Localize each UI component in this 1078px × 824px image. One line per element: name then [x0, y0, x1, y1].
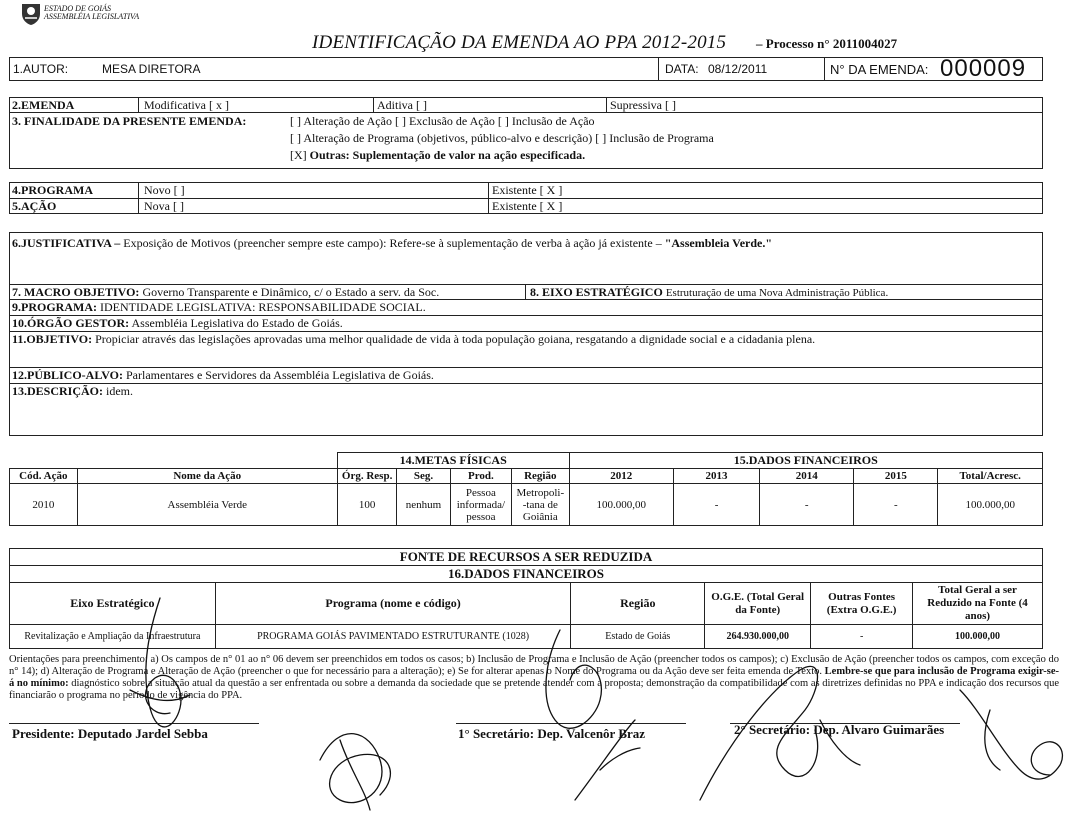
aditiva-option: Aditiva [ ]	[377, 98, 427, 112]
secretario1-signature-label: 1° Secretário: Dep. Valcenôr Braz	[458, 726, 646, 741]
publico-alvo	[12, 368, 434, 383]
fonte-oge: 264.930.000,00	[705, 625, 811, 649]
macro-objetivo	[12, 285, 439, 300]
finalidade-line3	[290, 148, 585, 163]
fonte-subtitle: 16.DADOS FINANCEIROS	[10, 566, 1043, 583]
eixo-label: 8. EIXO ESTRATÉGICO	[530, 285, 663, 299]
descricao	[12, 384, 133, 399]
emenda-section	[9, 97, 1043, 169]
regiao: Metropoli- -tana de Goiânia	[512, 484, 569, 526]
header-seg: Seg.	[397, 469, 450, 484]
orientacoes-text: Orientações para preenchimento: a) Os campos de n° 01 ao n° 06 devem ser preenchidos em todos os casos; b) Inclusão de Programa e Inclusão de Ação (preencher todos os campos); c) Exclusão de Ação (preencher todos os campos, com exceção do n° 14); d) Alteração de Programa e Alteração de Ação (preencher o que for necessário para a alteração); e) Se for alterar apenas o Nome do Programa ou da Ação deve ser feita emenda de Texto.	[9, 654, 1059, 677]
programa-acao-section	[9, 182, 1043, 214]
orientacoes-bold: Lembre-se que para inclusão de Programa exigir-se-á no mínimo:	[9, 666, 1060, 689]
header-nome: Nome da Ação	[77, 469, 337, 484]
programa-novo: Novo [ ]	[144, 183, 185, 197]
orgao-label: 10.ÓRGÃO GESTOR:	[12, 316, 130, 330]
finalidade-line3-text: Outras: Suplementação de valor na ação especificada.	[309, 148, 586, 162]
fonte-total: 100.000,00	[913, 625, 1043, 649]
data-value: 08/12/2011	[708, 62, 768, 76]
valor-2014: -	[760, 484, 854, 526]
valor-2015: -	[854, 484, 938, 526]
page-title	[312, 32, 726, 54]
header-2014: 2014	[760, 469, 854, 484]
org-name	[44, 5, 139, 21]
modificativa-option: Modificativa [ x ]	[144, 98, 229, 112]
descricao-label: 13.DESCRIÇÃO:	[12, 384, 104, 398]
fonte-regiao: Estado de Goiás	[571, 625, 705, 649]
orgao-gestor	[12, 316, 343, 331]
header-regiao: Região	[512, 469, 569, 484]
fonte-table	[9, 548, 1043, 649]
macro-value: Governo Transparente e Dinâmico, c/ o Estado a serv. da Soc.	[142, 285, 440, 299]
valor-2012: 100.000,00	[569, 484, 674, 526]
eixo-estrategico	[530, 285, 888, 300]
cod-acao: 2010	[10, 484, 78, 526]
programa-label: 4.PROGRAMA	[12, 183, 93, 197]
data-label: DATA:	[665, 62, 699, 76]
fonte-eixo: Revitalização e Ampliação da Infraestrutura	[10, 625, 216, 649]
fonte-header-oge: O.G.E. (Total Geral da Fonte)	[705, 583, 811, 625]
finalidade-line3-prefix: [X]	[290, 148, 307, 162]
header-2015: 2015	[854, 469, 938, 484]
programa9	[12, 300, 426, 315]
objetivo	[12, 332, 815, 347]
presidente-signature-label: Presidente: Deputado Jardel Sebba	[12, 726, 208, 741]
valor-total: 100.000,00	[938, 484, 1043, 526]
fonte-header-programa: Programa (nome e código)	[215, 583, 571, 625]
orientacoes	[9, 654, 1059, 702]
fonte-header-eixo: Eixo Estratégico	[10, 583, 216, 625]
finalidade-label: 3. FINALIDADE DA PRESENTE EMENDA:	[12, 114, 247, 128]
processo-number: – Processo n° 2011004027	[756, 36, 898, 51]
seg: nenhum	[397, 484, 450, 526]
title-text: IDENTIFICAÇÃO DA EMENDA AO PPA 2012-2015	[312, 32, 727, 53]
org-resp: 100	[337, 484, 396, 526]
acao-nova: Nova [ ]	[144, 199, 184, 213]
header-2013: 2013	[674, 469, 760, 484]
programa-existente: Existente [ X ]	[492, 183, 563, 197]
fonte-programa: PROGRAMA GOIÁS PAVIMENTADO ESTRUTURANTE (1028)	[215, 625, 571, 649]
finalidade-line2: [ ] Alteração de Programa (objetivos, público-alvo e descrição) [ ] Inclusão de Programa	[290, 131, 714, 145]
programa9-value: IDENTIDADE LEGISLATIVA: RESPONSABILIDADE SOCIAL.	[99, 300, 426, 314]
programa9-label: 9.PROGRAMA:	[12, 300, 97, 314]
eixo-value: Estruturação de uma Nova Administração Pública.	[665, 287, 889, 299]
supressiva-option: Supressiva [ ]	[610, 98, 676, 112]
prod: Pessoa informada/ pessoa	[450, 484, 511, 526]
macro-label: 7. MACRO OBJETIVO:	[12, 285, 140, 299]
table-row	[10, 484, 1043, 526]
justificativa	[12, 236, 772, 251]
fonte-outras: -	[811, 625, 913, 649]
autor-value: MESA DIRETORA	[102, 62, 201, 76]
acao-existente: Existente [ X ]	[492, 199, 563, 213]
secretario2-signature-label: 2° Secretário: Dep. Alvaro Guimarães	[734, 722, 945, 737]
metas-table	[9, 452, 1043, 526]
objetivo-label: 11.OBJETIVO:	[12, 332, 93, 346]
header-prod: Prod.	[450, 469, 511, 484]
fonte-header-outras: Outras Fontes (Extra O.G.E.)	[811, 583, 913, 625]
justificativa-bold: "Assembleia Verde."	[664, 236, 773, 250]
fonte-header-regiao: Região	[571, 583, 705, 625]
header-total: Total/Acresc.	[938, 469, 1043, 484]
valor-2013: -	[674, 484, 760, 526]
org-line1: ESTADO DE GOIÁS	[44, 4, 111, 13]
publico-value: Parlamentares e Servidores da Assembléia Legislativa de Goiás.	[126, 368, 434, 382]
acao-label: 5.AÇÃO	[12, 199, 57, 213]
descricao-value: idem.	[106, 384, 134, 398]
table-row	[10, 625, 1043, 649]
nome-acao: Assembléia Verde	[77, 484, 337, 526]
header-cod: Cód. Ação	[10, 469, 78, 484]
emenda-number-label: N° DA EMENDA:	[830, 62, 929, 77]
orientacoes-text2: diagnóstico sobre a situação atual da questão a ser enfrentada ou sobre a demanda da sociedade que se pretende atender com a proposta; demonstração da compatibilidade com as diretrizes definidas no PPA e indicação dos recursos que financiarão o programa no período de vigência do PPA.	[9, 678, 1059, 701]
autor-label: 1.AUTOR:	[13, 62, 69, 76]
orgao-value: Assembléia Legislativa do Estado de Goiás.	[131, 316, 343, 330]
dados-title: 15.DADOS FINANCEIROS	[569, 453, 1043, 469]
autor-row	[9, 57, 1043, 81]
header-2012: 2012	[569, 469, 674, 484]
org-line2: ASSEMBLÉIA LEGISLATIVA	[44, 12, 140, 21]
coat-of-arms-icon	[20, 2, 42, 26]
details-section	[9, 232, 1043, 436]
justificativa-text: Exposição de Motivos (preencher sempre este campo): Refere-se à suplementação de verba à ação já existente –	[123, 236, 662, 250]
emenda-label: 2.EMENDA	[12, 98, 75, 112]
emenda-number-value: 000009	[940, 55, 1027, 82]
finalidade-line1: [ ] Alteração de Ação [ ] Exclusão de Ação [ ] Inclusão de Ação	[290, 114, 595, 128]
justificativa-label: 6.JUSTIFICATIVA –	[12, 236, 121, 250]
fonte-title: FONTE DE RECURSOS A SER REDUZIDA	[10, 549, 1043, 566]
publico-label: 12.PÚBLICO-ALVO:	[12, 368, 123, 382]
fonte-header-total: Total Geral a ser Reduzido na Fonte (4 anos)	[913, 583, 1043, 625]
header-org: Órg. Resp.	[337, 469, 396, 484]
objetivo-value: Propiciar através das legislações aprovadas uma melhor qualidade de vida à toda população goiana, resgatando a dignidade social e a cidadania plena.	[95, 332, 816, 346]
metas-title: 14.METAS FÍSICAS	[337, 453, 569, 469]
